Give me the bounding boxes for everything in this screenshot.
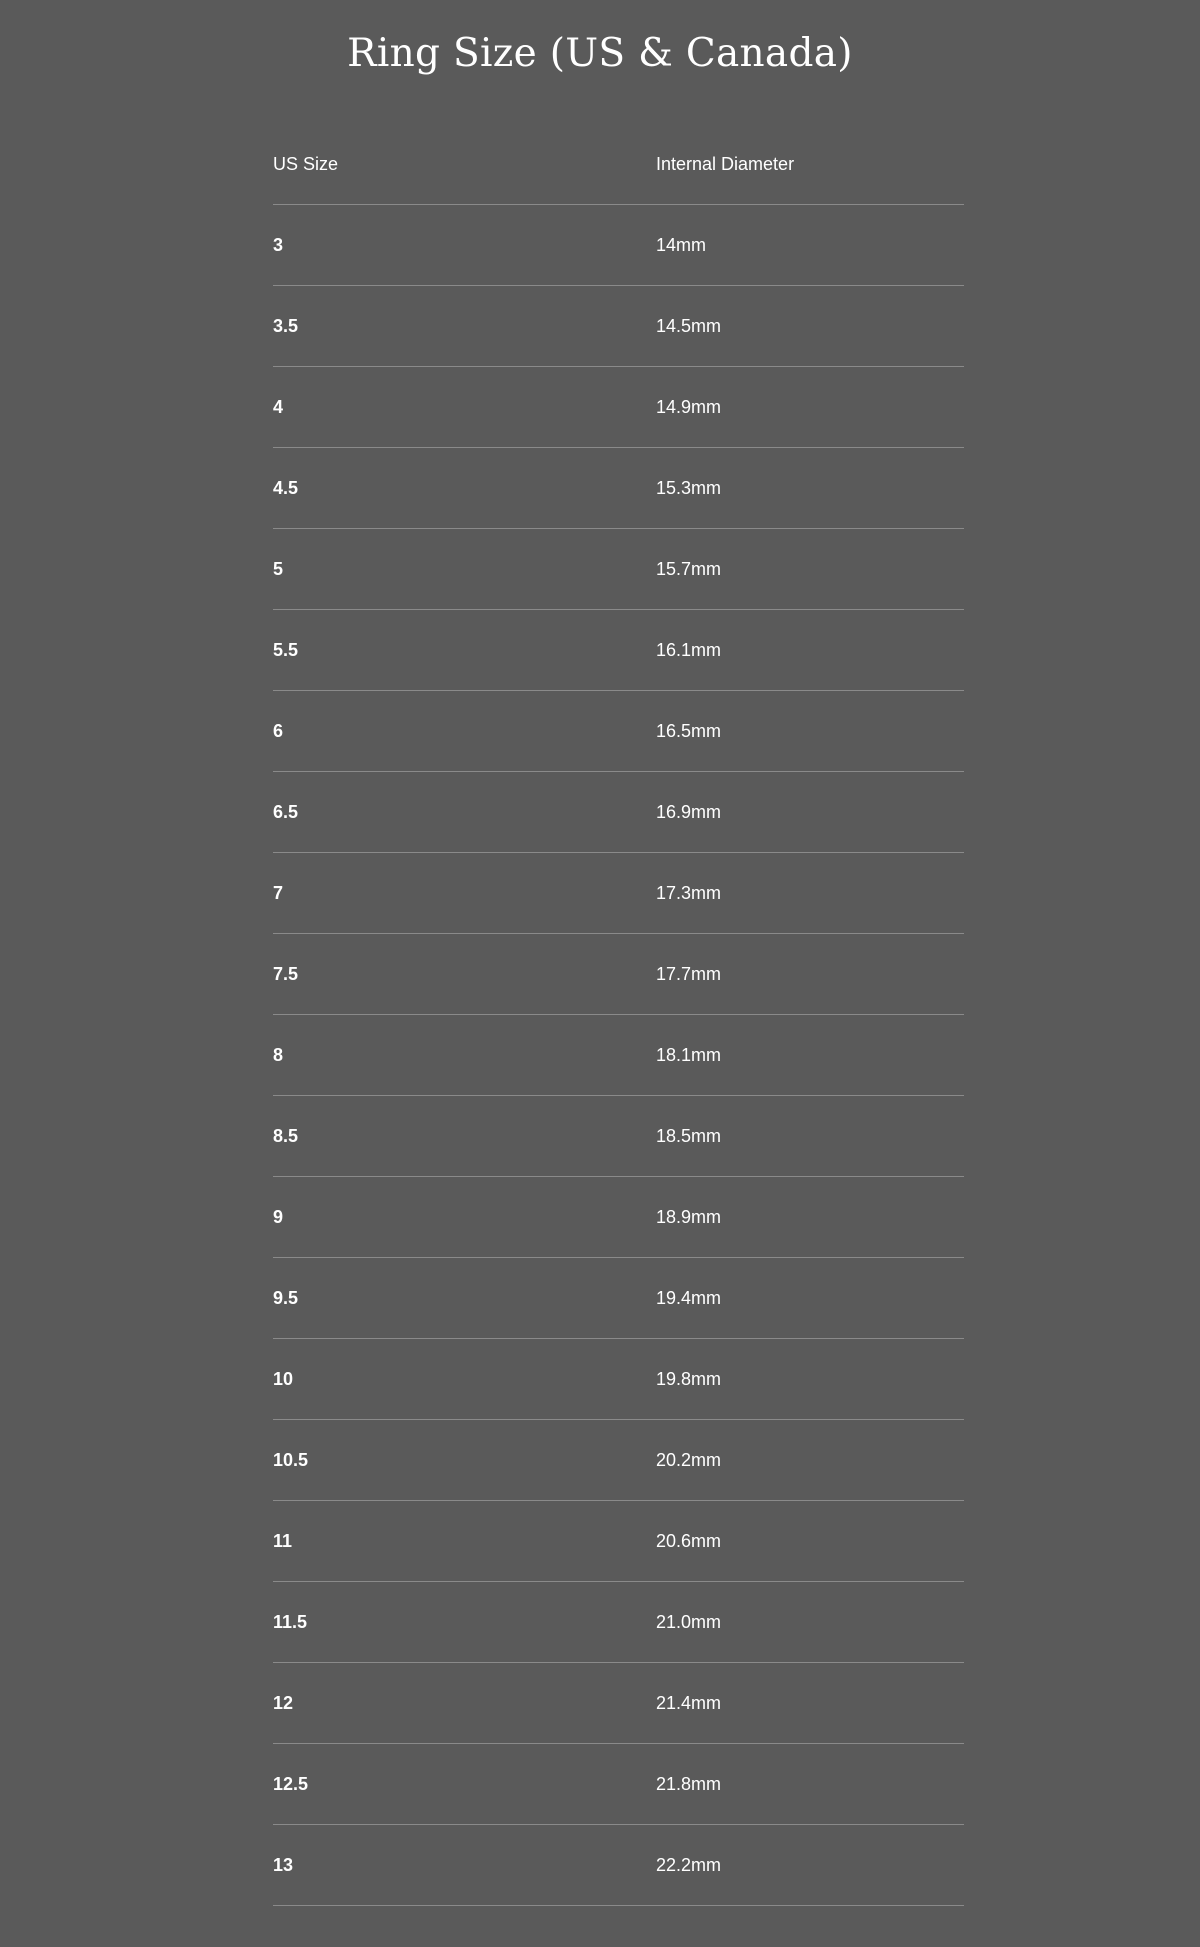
us-size-cell: 8 [273, 1044, 284, 1065]
diameter-cell: 21.4mm [656, 1692, 722, 1713]
diameter-cell: 18.5mm [656, 1125, 722, 1146]
diameter-cell: 15.7mm [656, 558, 722, 579]
table-row [273, 367, 964, 448]
table-header-row [273, 124, 964, 205]
table-row [273, 286, 964, 367]
table-row [273, 529, 964, 610]
table-row [273, 1258, 964, 1339]
ring-size-table [273, 124, 964, 1906]
us-size-cell: 8.5 [273, 1125, 299, 1146]
us-size-cell: 9 [273, 1206, 284, 1227]
us-size-cell: 13 [273, 1854, 294, 1875]
us-size-cell: 11 [273, 1530, 293, 1551]
diameter-cell: 18.9mm [656, 1206, 722, 1227]
diameter-cell: 14.9mm [656, 396, 722, 417]
diameter-cell: 20.6mm [656, 1530, 722, 1551]
diameter-cell: 21.8mm [656, 1773, 722, 1794]
table-row [273, 1096, 964, 1177]
diameter-cell: 22.2mm [656, 1854, 722, 1875]
us-size-cell: 7 [273, 882, 284, 903]
table-row [273, 691, 964, 772]
diameter-cell: 17.3mm [656, 882, 722, 903]
diameter-cell: 16.1mm [656, 639, 722, 660]
table-row [273, 610, 964, 691]
table-row [273, 448, 964, 529]
us-size-cell: 12 [273, 1692, 294, 1713]
diameter-cell: 14mm [656, 234, 707, 255]
table-row [273, 853, 964, 934]
table-row [273, 1501, 964, 1582]
us-size-cell: 10 [273, 1368, 294, 1389]
us-size-cell: 4.5 [273, 477, 299, 498]
us-size-cell: 3 [273, 234, 284, 255]
table-row [273, 1744, 964, 1825]
diameter-cell: 21.0mm [656, 1611, 722, 1632]
us-size-cell: 3.5 [273, 315, 299, 336]
diameter-cell: 20.2mm [656, 1449, 722, 1470]
diameter-cell: 19.4mm [656, 1287, 722, 1308]
us-size-cell: 12.5 [273, 1773, 309, 1794]
header-internal-diameter: Internal Diameter [656, 153, 795, 174]
us-size-cell: 11.5 [273, 1611, 308, 1632]
diameter-cell: 19.8mm [656, 1368, 722, 1389]
us-size-cell: 4 [273, 396, 284, 417]
table-row [273, 934, 964, 1015]
table-row [273, 772, 964, 853]
diameter-cell: 18.1mm [656, 1044, 722, 1065]
page-title: Ring Size (US & Canada) [347, 31, 853, 76]
table-row [273, 205, 964, 286]
table-row [273, 1420, 964, 1501]
diameter-cell: 16.9mm [656, 801, 722, 822]
header-us-size: US Size [273, 153, 339, 174]
us-size-cell: 5 [273, 558, 284, 579]
table-row [273, 1582, 964, 1663]
table-row [273, 1015, 964, 1096]
us-size-cell: 5.5 [273, 639, 299, 660]
us-size-cell: 6 [273, 720, 284, 741]
us-size-cell: 9.5 [273, 1287, 299, 1308]
diameter-cell: 17.7mm [656, 963, 722, 984]
us-size-cell: 10.5 [273, 1449, 309, 1470]
us-size-cell: 7.5 [273, 963, 299, 984]
table-row [273, 1339, 964, 1420]
us-size-cell: 6.5 [273, 801, 299, 822]
table-row [273, 1663, 964, 1744]
table-row [273, 1825, 964, 1906]
table-row [273, 1177, 964, 1258]
diameter-cell: 14.5mm [656, 315, 722, 336]
diameter-cell: 16.5mm [656, 720, 722, 741]
diameter-cell: 15.3mm [656, 477, 722, 498]
